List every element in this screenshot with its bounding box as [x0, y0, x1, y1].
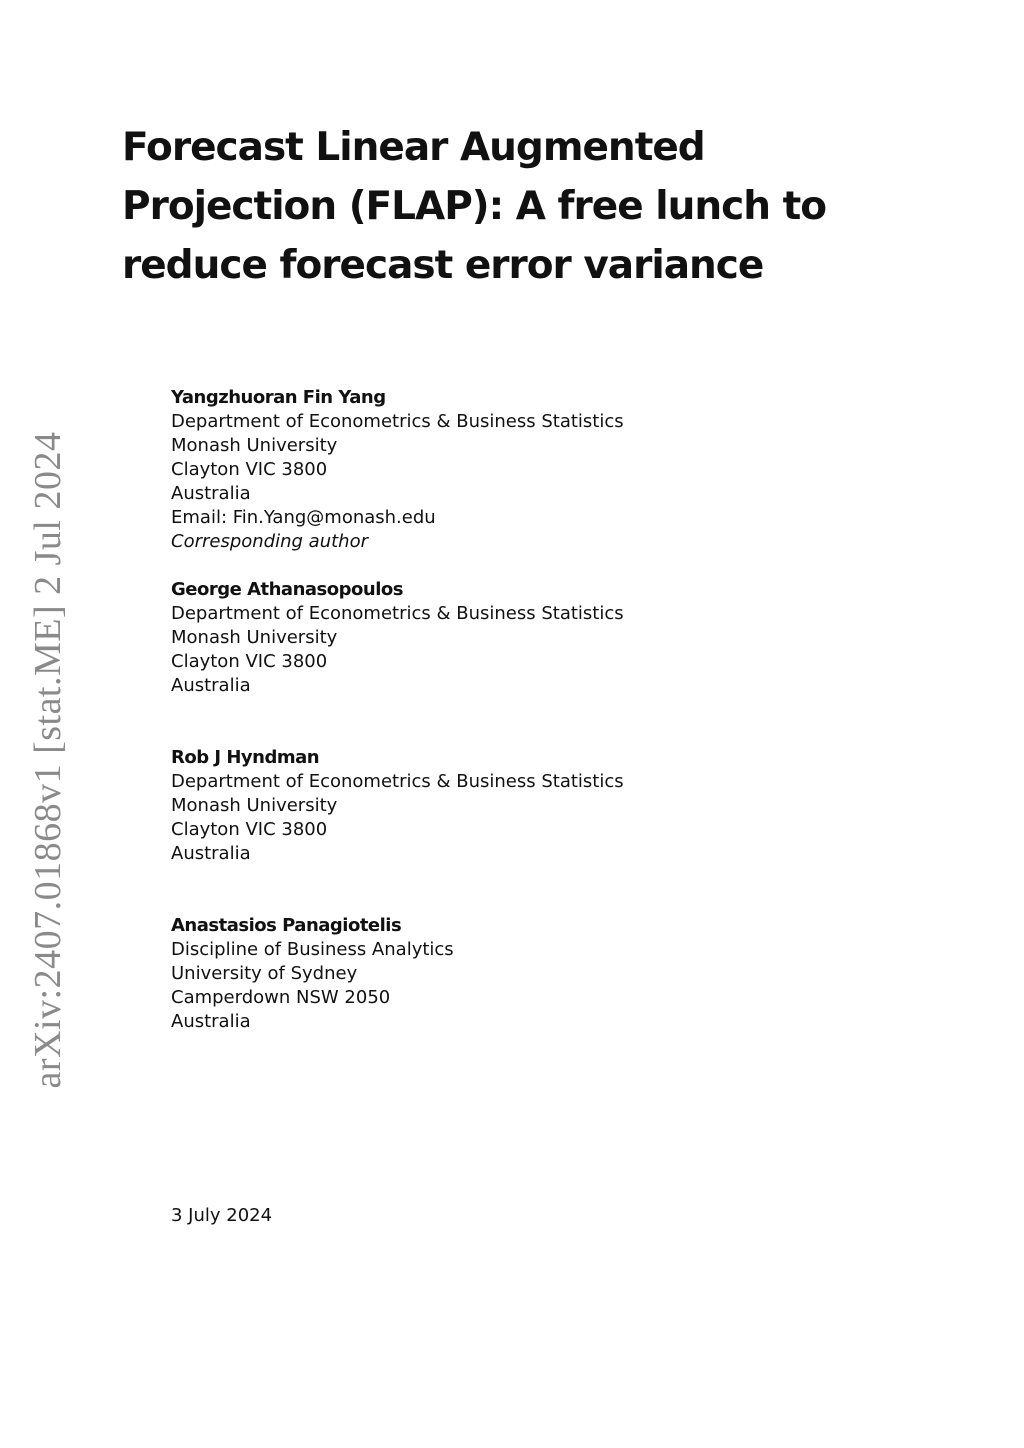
corresponding-author-note: Corresponding author	[171, 531, 368, 552]
author-department: Discipline of Business Analytics	[171, 939, 454, 960]
paper-title: Forecast Linear Augmented Projection (FLAP): A free lunch to reduce forecast error variance	[122, 125, 827, 288]
author-country: Australia	[171, 843, 251, 864]
author-block	[171, 386, 811, 554]
author-name: Rob J Hyndman	[171, 747, 320, 768]
publication-date: 3 July 2024	[171, 1205, 273, 1226]
author-name: Yangzhuoran Fin Yang	[171, 387, 386, 408]
author-institution: Monash University	[171, 627, 338, 648]
author-country: Australia	[171, 483, 251, 504]
arxiv-watermark: arXiv:2407.01868v1 [stat.ME] 2 Jul 2024	[27, 431, 69, 1089]
author-block	[171, 578, 811, 698]
author-name: George Athanasopoulos	[171, 579, 403, 600]
author-city: Camperdown NSW 2050	[171, 987, 391, 1008]
author-city: Clayton VIC 3800	[171, 651, 328, 672]
author-city: Clayton VIC 3800	[171, 459, 328, 480]
author-institution: Monash University	[171, 795, 338, 816]
author-country: Australia	[171, 675, 251, 696]
author-department: Department of Econometrics & Business Statistics	[171, 771, 624, 792]
author-department: Department of Econometrics & Business Statistics	[171, 603, 624, 624]
author-name: Anastasios Panagiotelis	[171, 915, 402, 936]
author-country: Australia	[171, 1011, 251, 1032]
author-email: Email: Fin.Yang@monash.edu	[171, 507, 436, 528]
author-institution: University of Sydney	[171, 963, 358, 984]
author-institution: Monash University	[171, 435, 338, 456]
author-block	[171, 914, 811, 1034]
author-city: Clayton VIC 3800	[171, 819, 328, 840]
author-block	[171, 746, 811, 866]
author-list	[171, 386, 811, 1034]
author-department: Department of Econometrics & Business Statistics	[171, 411, 624, 432]
